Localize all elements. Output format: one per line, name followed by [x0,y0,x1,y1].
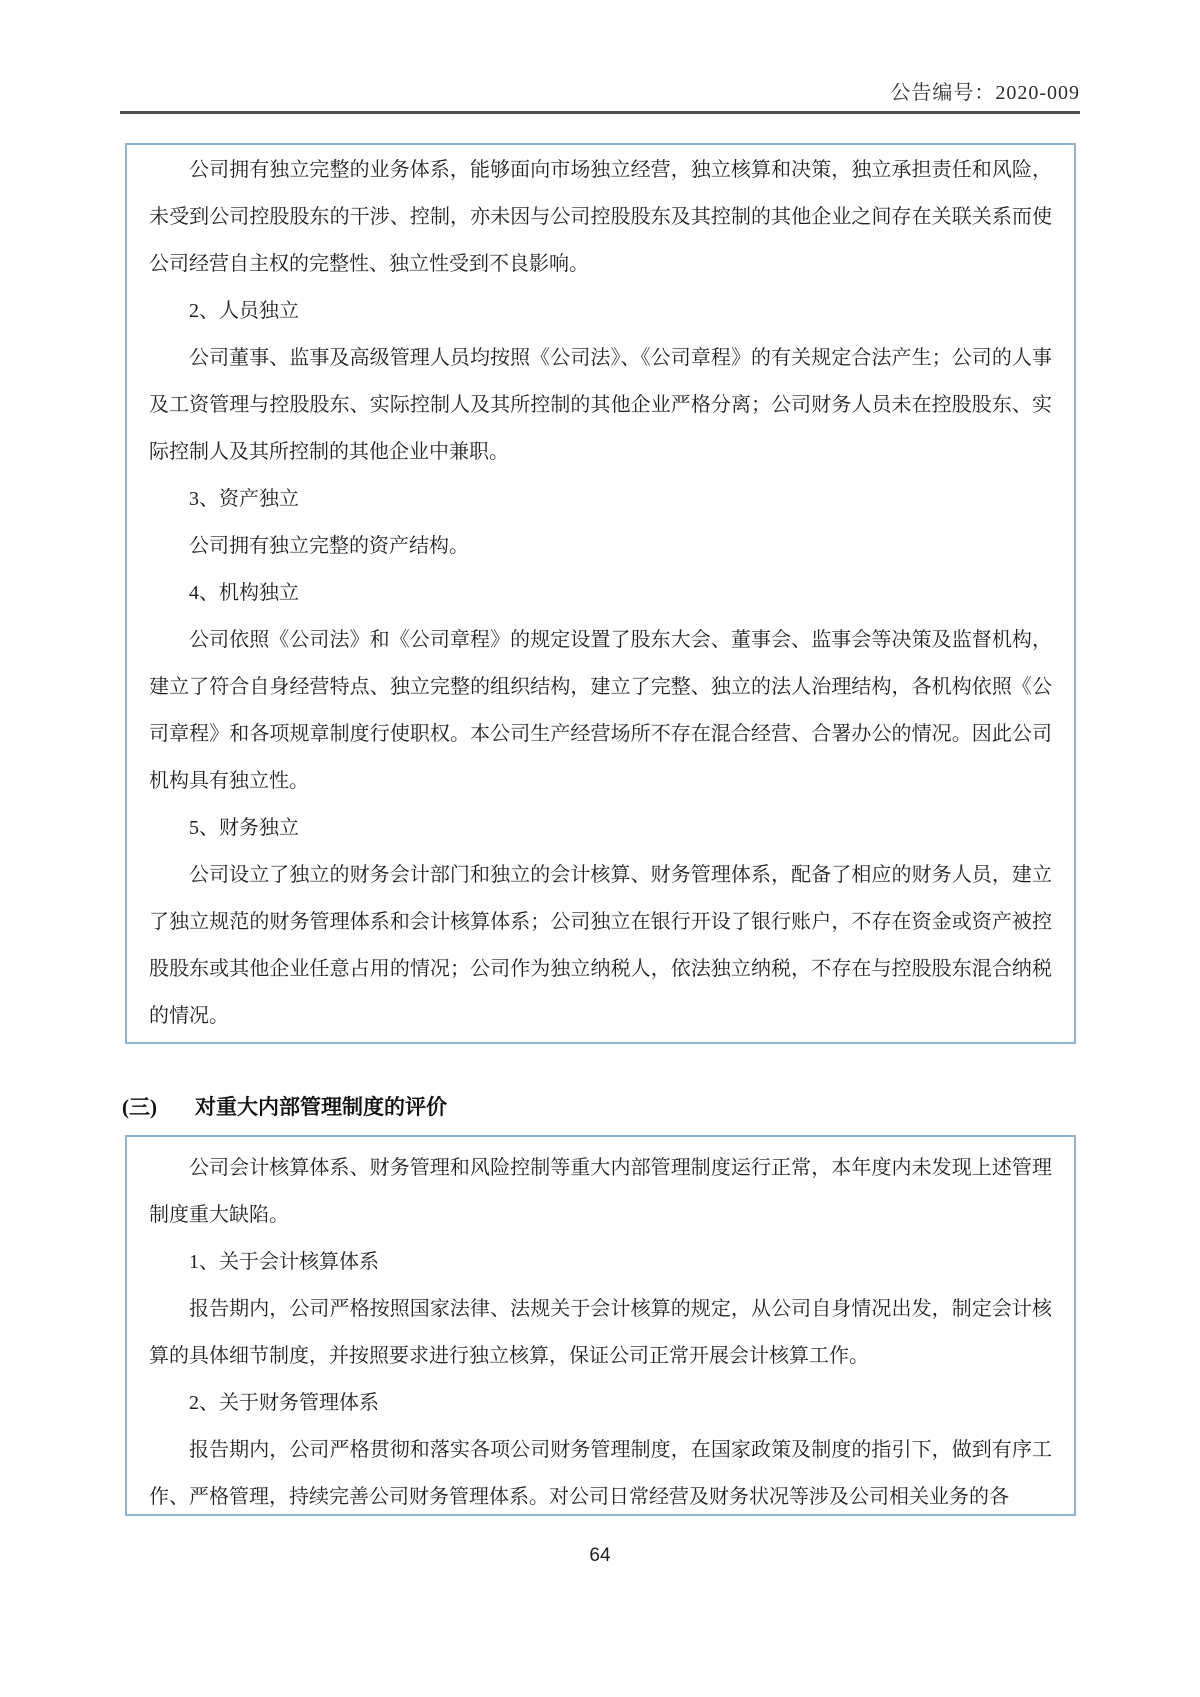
section-heading [122,1091,447,1121]
announcement-number: 公告编号：2020-009 [890,82,1080,104]
evaluation-text-box [125,1135,1076,1516]
paragraph: 公司拥有独立完整的业务体系，能够面向市场独立经营，独立核算和决策，独立承担责任和风险，未受到公司控股股东的干涉、控制，亦未因与公司控股股东及其控制的其他企业之间存在关联关系而使公司经营自主权的完整性、独立性受到不良影响。 [149,159,1052,275]
header-divider [120,111,1080,114]
paragraph: 2、人员独立 [189,300,299,322]
paragraph: 公司设立了独立的财务会计部门和独立的会计核算、财务管理体系，配备了相应的财务人员，建立了独立规范的财务管理体系和会计核算体系；公司独立在银行开设了银行账户，不存在资金或资产被控股股东或其他企业任意占用的情况；公司作为独立纳税人，依法独立纳税，不存在与控股股东混合纳税的情况。 [149,864,1052,1027]
paragraph: 报告期内，公司严格贯彻和落实各项公司财务管理制度，在国家政策及制度的指引下，做到有序工作、严格管理，持续完善公司财务管理体系。对公司日常经营及财务状况等涉及公司相关业务的各 [149,1439,1052,1508]
paragraph: 3、资产独立 [189,488,299,510]
paragraph: 公司依照《公司法》和《公司章程》的规定设置了股东大会、董事会、监事会等决策及监督机构，建立了符合自身经营特点、独立完整的组织结构，建立了完整、独立的法人治理结构，各机构依照《公司章程》和各项规章制度行使职权。本公司生产经营场所不存在混合经营、合署办公的情况。因此公司机构具有独立性。 [149,629,1052,792]
section-heading-label: (三) [122,1095,157,1119]
paragraph: 公司会计核算体系、财务管理和风险控制等重大内部管理制度运行正常，本年度内未发现上述管理制度重大缺陷。 [149,1157,1052,1226]
paragraph: 报告期内，公司严格按照国家法律、法规关于会计核算的规定，从公司自身情况出发，制定会计核算的具体细节制度，并按照要求进行独立核算，保证公司正常开展会计核算工作。 [149,1298,1052,1367]
paragraph: 公司董事、监事及高级管理人员均按照《公司法》、《公司章程》的有关规定合法产生；公司的人事及工资管理与控股股东、实际控制人及其所控制的其他企业严格分离；公司财务人员未在控股股东、实际控制人及其所控制的其他企业中兼职。 [149,347,1052,463]
page-number: 64 [589,1545,611,1566]
paragraph: 1、关于会计核算体系 [189,1251,379,1273]
independence-text-box [125,143,1076,1044]
paragraph: 公司拥有独立完整的资产结构。 [189,535,469,557]
paragraph: 5、财务独立 [189,817,299,839]
paragraph: 4、机构独立 [189,582,299,604]
section-heading-title: 对重大内部管理制度的评价 [195,1095,447,1119]
paragraph: 2、关于财务管理体系 [189,1392,379,1414]
